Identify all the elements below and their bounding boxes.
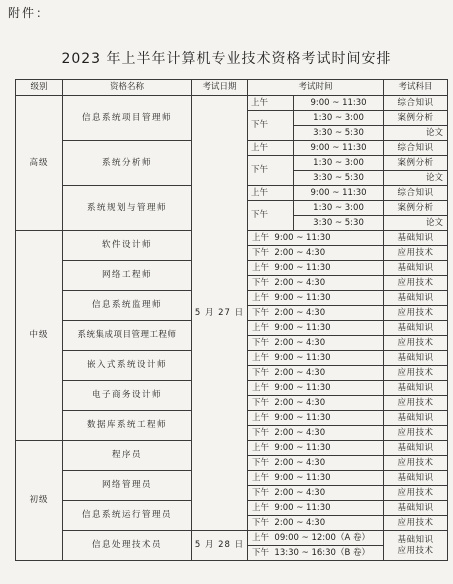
time-range: 3:30 ~ 5:30 bbox=[294, 216, 384, 231]
exam-date: 5 月 27 日 bbox=[192, 96, 248, 531]
header-row bbox=[16, 80, 448, 96]
time-range: 下午 2:00 ~ 4:30 bbox=[248, 486, 384, 501]
time-range: 下午 2:00 ~ 4:30 bbox=[248, 396, 384, 411]
table-row bbox=[16, 96, 448, 111]
qualification-name: 电子商务设计师 bbox=[63, 381, 192, 411]
time-range: 下午 2:00 ~ 4:30 bbox=[248, 306, 384, 321]
period-label: 上午 bbox=[248, 96, 294, 111]
time-range: 下午 2:00 ~ 4:30 bbox=[248, 516, 384, 531]
subject: 应用技术 bbox=[384, 396, 448, 411]
qualification-name: 数据库系统工程师 bbox=[63, 411, 192, 441]
qualification-name: 信息系统监理师 bbox=[63, 291, 192, 321]
subject: 基础知识 bbox=[384, 291, 448, 306]
time-range: 9:00 ~ 11:30 bbox=[294, 141, 384, 156]
subject: 案例分析 bbox=[384, 156, 448, 171]
level-junior: 初级 bbox=[16, 441, 63, 561]
time-range: 上午 9:00 ~ 11:30 bbox=[248, 291, 384, 306]
qualification-name: 网络管理员 bbox=[63, 471, 192, 501]
subject: 案例分析 bbox=[384, 201, 448, 216]
header-date: 考试日期 bbox=[192, 80, 248, 96]
time-range: 3:30 ~ 5:30 bbox=[294, 126, 384, 141]
level-mid: 中级 bbox=[16, 231, 63, 441]
header-name: 资格名称 bbox=[63, 80, 192, 96]
time-range: 上午 9:00 ~ 11:30 bbox=[248, 231, 384, 246]
subject: 基础知识 bbox=[384, 441, 448, 456]
time-range: 上午 9:00 ~ 11:30 bbox=[248, 411, 384, 426]
subject: 基础知识 应用技术 bbox=[384, 531, 448, 561]
subject: 综合知识 bbox=[384, 186, 448, 201]
qualification-name: 信息处理技术员 bbox=[63, 531, 192, 561]
exam-date: 5 月 28 日 bbox=[192, 531, 248, 561]
time-range: 上午 9:00 ~ 11:30 bbox=[248, 471, 384, 486]
qualification-name: 系统集成项目管理工程师 bbox=[63, 321, 192, 351]
qualification-name: 系统分析师 bbox=[63, 141, 192, 186]
subject: 应用技术 bbox=[384, 486, 448, 501]
time-range: 3:30 ~ 5:30 bbox=[294, 171, 384, 186]
subject: 基础知识 bbox=[384, 471, 448, 486]
time-range: 9:00 ~ 11:30 bbox=[294, 96, 384, 111]
level-senior: 高级 bbox=[16, 96, 63, 231]
qualification-name: 嵌入式系统设计师 bbox=[63, 351, 192, 381]
subject: 应用技术 bbox=[384, 276, 448, 291]
table-row bbox=[16, 531, 448, 546]
time-range: 下午 2:00 ~ 4:30 bbox=[248, 246, 384, 261]
subject: 应用技术 bbox=[384, 516, 448, 531]
period-label: 上午 bbox=[248, 141, 294, 156]
header-time: 考试时间 bbox=[248, 80, 384, 96]
subject: 基础知识 bbox=[384, 411, 448, 426]
time-range: 1:30 ~ 3:00 bbox=[294, 156, 384, 171]
time-range: 上午 9:00 ~ 11:30 bbox=[248, 351, 384, 366]
qualification-name: 信息系统运行管理员 bbox=[63, 501, 192, 531]
subject: 基础知识 bbox=[384, 351, 448, 366]
subject: 论文 bbox=[384, 216, 448, 231]
time-range: 下午 2:00 ~ 4:30 bbox=[248, 426, 384, 441]
attachment-label: 附件： bbox=[8, 6, 51, 20]
time-range: 上午 09:00 ~ 12:00（A 卷） bbox=[248, 531, 384, 546]
subject: 论文 bbox=[384, 171, 448, 186]
time-range: 1:30 ~ 3:00 bbox=[294, 111, 384, 126]
subject: 基础知识 bbox=[384, 321, 448, 336]
subject: 应用技术 bbox=[384, 336, 448, 351]
header-level: 级别 bbox=[16, 80, 63, 96]
time-range: 上午 9:00 ~ 11:30 bbox=[248, 381, 384, 396]
subject: 基础知识 bbox=[384, 261, 448, 276]
period-label: 下午 bbox=[248, 111, 294, 141]
subject: 应用技术 bbox=[384, 246, 448, 261]
subject: 应用技术 bbox=[384, 366, 448, 381]
subject: 综合知识 bbox=[384, 96, 448, 111]
time-range: 9:00 ~ 11:30 bbox=[294, 186, 384, 201]
subject: 案例分析 bbox=[384, 111, 448, 126]
qualification-name: 网络工程师 bbox=[63, 261, 192, 291]
time-range: 下午 13:30 ~ 16:30（B 卷） bbox=[248, 546, 384, 561]
qualification-name: 系统规划与管理师 bbox=[63, 186, 192, 231]
qualification-name: 信息系统项目管理师 bbox=[63, 96, 192, 141]
time-range: 下午 2:00 ~ 4:30 bbox=[248, 336, 384, 351]
subject: 应用技术 bbox=[384, 306, 448, 321]
subject: 应用技术 bbox=[384, 426, 448, 441]
time-range: 上午 9:00 ~ 11:30 bbox=[248, 261, 384, 276]
subject: 基础知识 bbox=[384, 501, 448, 516]
subject: 基础知识 bbox=[384, 231, 448, 246]
time-range: 上午 9:00 ~ 11:30 bbox=[248, 321, 384, 336]
qualification-name: 程序员 bbox=[63, 441, 192, 471]
qualification-name: 软件设计师 bbox=[63, 231, 192, 261]
period-label: 下午 bbox=[248, 156, 294, 186]
document-title: 2023 年上半年计算机专业技术资格考试时间安排 bbox=[61, 51, 392, 67]
exam-schedule-table bbox=[15, 79, 448, 561]
time-range: 上午 9:00 ~ 11:30 bbox=[248, 501, 384, 516]
period-label: 上午 bbox=[248, 186, 294, 201]
subject: 应用技术 bbox=[384, 456, 448, 471]
subject: 基础知识 bbox=[384, 381, 448, 396]
header-subject: 考试科目 bbox=[384, 80, 448, 96]
time-range: 1:30 ~ 3:00 bbox=[294, 201, 384, 216]
time-range: 下午 2:00 ~ 4:30 bbox=[248, 276, 384, 291]
subject: 综合知识 bbox=[384, 141, 448, 156]
time-range: 下午 2:00 ~ 4:30 bbox=[248, 456, 384, 471]
period-label: 下午 bbox=[248, 201, 294, 231]
time-range: 上午 9:00 ~ 11:30 bbox=[248, 441, 384, 456]
subject: 论文 bbox=[384, 126, 448, 141]
time-range: 下午 2:00 ~ 4:30 bbox=[248, 366, 384, 381]
